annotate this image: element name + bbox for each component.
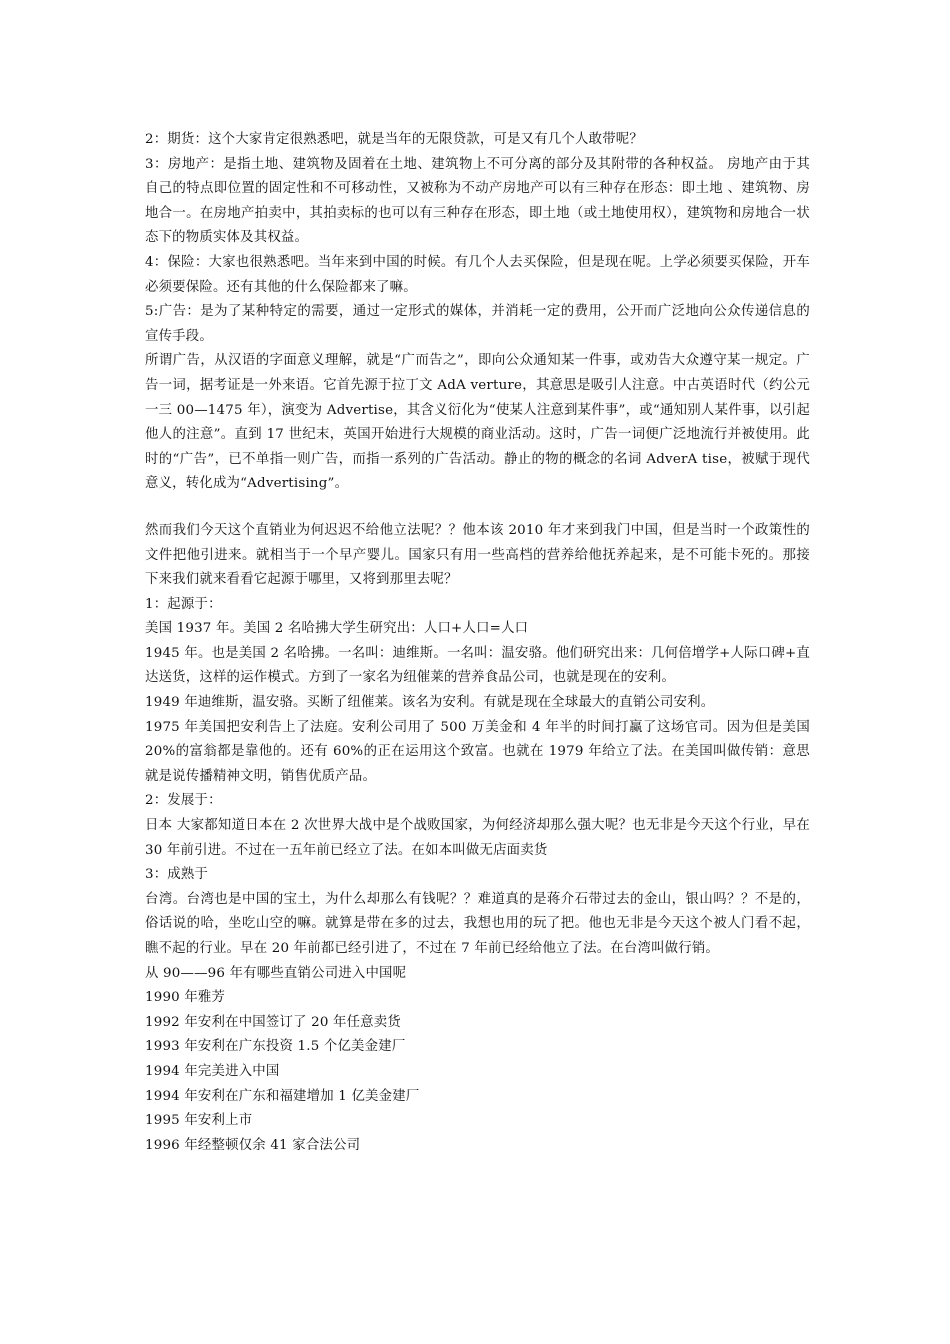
paragraph-taiwan: 台湾。台湾也是中国的宝土，为什么却那么有钱呢？？难道真的是蒋介石带过去的金山，银山吗？？不是的，俗话说的哈，坐吃山空的嘛。就算是带在多的过去，我想也用的玩了把。他也无非是今天这个被人门看不起，瞧不起的行业。早在 20 年前都已经引进了，不过在 7 年前已经给他立了法。在台湾叫做行销。 (145, 891, 810, 956)
paragraph-advertising: 5:广告：是为了某种特定的需要，通过一定形式的媒体，并消耗一定的费用，公开而广泛地向公众传递信息的宣传手段。 (145, 304, 810, 344)
heading-china-entry: 从 90——96 年有哪些直销公司进入中国呢 (145, 965, 407, 981)
paragraph-japan: 日本 大家都知道日本在 2 次世界大战中是个战败国家，为何经济却那么强大呢？也无非是今天这个行业，早在 30 年前引进。不过在一五年前已经立了法。在如本叫做无店面卖货 (145, 818, 810, 858)
paragraph-1937: 美国 1937 年。美国 2 名哈拂大学生研究出：人口+人口=人口 (145, 621, 529, 637)
paragraph-real-estate: 3：房地产：是指土地、建筑物及固着在土地、建筑物上不可分离的部分及其附带的各种权益。 房地产由于其自己的特点即位置的固定性和不可移动性，又被称为不动产房地产可以有三种存在形态：即土地 、建筑物、房地合一。在房地产拍卖中，其拍卖标的也可以有三种存在形态，即土地（或土地使用权），建筑物和房地合一状态下的物质实体及其权益。 (145, 156, 810, 246)
paragraph-insurance: 4：保险：大家也很熟悉吧。当年来到中国的时候。有几个人去买保险，但是现在呢。上学必须要买保险，开车必须要保险。还有其他的什么保险都来了嘛。 (145, 254, 810, 295)
paragraph-1975: 1975 年美国把安利告上了法庭。安利公司用了 500 万美金和 4 年半的时间打赢了这场官司。因为但是美国 20%的富翁都是靠他的。还有 60%的正在运用这个致富。也就在 1979 年给立了法。在美国叫做传销：意思就是说传播精神文明，销售优质产品。 (145, 719, 810, 784)
heading-development: 2：发展于： (145, 793, 222, 809)
paragraph-advertising-history: 所谓广告，从汉语的字面意义理解，就是“广而告之”，即向公众通知某一件事，或劝告大众遵守某一规定。广告一词，据考证是一外来语。它首先源于拉丁文 AdA verture，其意思是吸引人注意。中古英语时代（约公元一三 00—1475 年），演变为 Advertise，其含义衍化为“使某人注意到某件事”，或“通知别人某件事，以引起他人的注意”。直到 17 世纪末，英国开始进行大规模的商业活动。这时，广告一词便广泛地流行并被使用。此时的“广告”，已不单指一则广告，而指一系列的广告活动。静止的物的概念的名词 AdverA tise，被赋于现代意义，转化成为“Advertising”。 (145, 353, 810, 492)
paragraph-1945: 1945 年。也是美国 2 名哈拂。一名叫：迪维斯。一名叫：温安骆。他们研究出来：几何倍增学+人际口碑+直达送货，这样的运作模式。方到了一家名为纽催莱的营养食品公司，也就是现在的安利。 (145, 645, 810, 686)
document-body (145, 128, 810, 1158)
paragraph-1949: 1949 年迪维斯，温安骆。买断了纽催莱。该名为安利。有就是现在全球最大的直销公司安利。 (145, 695, 715, 711)
paragraph-futures: 2：期货：这个大家肯定很熟悉吧，就是当年的无限贷款，可是又有几个人敢带呢？ (145, 132, 643, 147)
heading-origin: 1：起源于： (145, 596, 222, 612)
list-item-1993: 1993 年安利在广东投资 1.5 个亿美金建厂 (145, 1039, 406, 1055)
list-item-1990: 1990 年雅芳 (145, 990, 226, 1006)
heading-maturity: 3：成熟于 (145, 867, 209, 883)
list-item-1994-perfect: 1994 年完美进入中国 (145, 1063, 280, 1079)
list-item-1996: 1996 年经整顿仅余 41 家合法公司 (145, 1137, 361, 1153)
paragraph-direct-selling-intro: 然而我们今天这个直销业为何迟迟不给他立法呢？？他本该 2010 年才来到我门中国，但是当时一个政策性的文件把他引进来。就相当于一个早产婴儿。国家只有用一些高档的营养给他抚养起来，是不可能卡死的。那接下来我们就来看看它起源于哪里，又将到那里去呢？ (145, 522, 810, 588)
blank-line (145, 497, 810, 519)
list-item-1994-amway: 1994 年安利在广东和福建增加 1 亿美金建厂 (145, 1088, 420, 1104)
list-item-1995: 1995 年安利上市 (145, 1113, 253, 1129)
list-item-1992: 1992 年安利在中国签订了 20 年任意卖货 (145, 1014, 401, 1030)
